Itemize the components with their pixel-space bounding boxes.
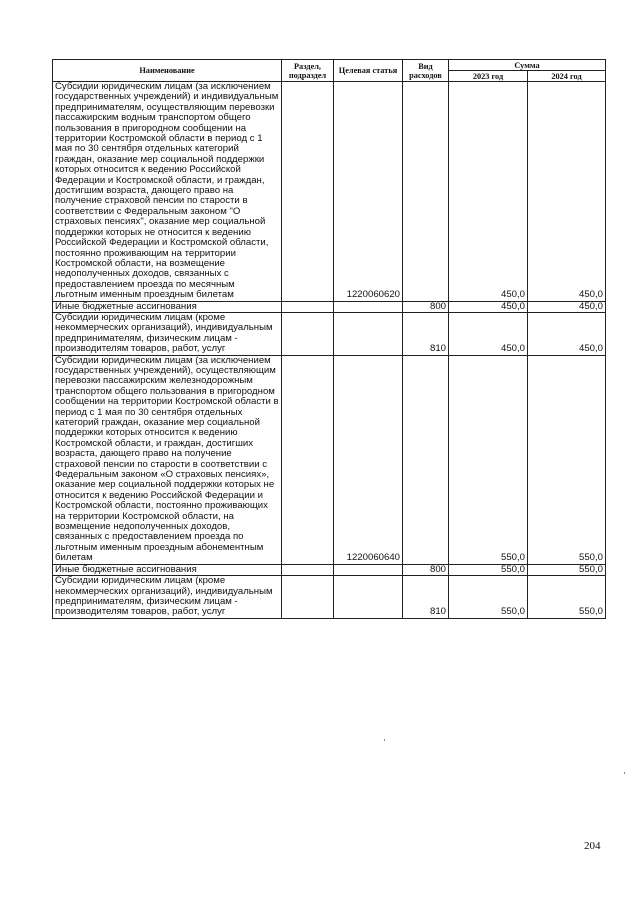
page-number: 204 — [584, 840, 601, 852]
row-2023: 450,0 — [449, 312, 528, 355]
table-row — [53, 301, 606, 312]
row-type: 810 — [403, 576, 449, 619]
row-name: Субсидии юридическим лицам (кроме некоммерческих организаций), индивидуальным предпринимателям, физическим лицам - производителям товаров, работ, услуг — [53, 576, 282, 619]
row-type: 800 — [403, 301, 449, 312]
row-section — [282, 355, 334, 564]
scan-speck — [624, 772, 625, 774]
row-section — [282, 576, 334, 619]
row-2024: 450,0 — [528, 301, 606, 312]
row-section — [282, 301, 334, 312]
row-type: 810 — [403, 312, 449, 355]
scan-speck — [384, 739, 385, 741]
header-type: Вид расходов — [403, 60, 449, 82]
row-target — [334, 301, 403, 312]
row-2024: 450,0 — [528, 312, 606, 355]
row-section — [282, 564, 334, 575]
row-2024: 550,0 — [528, 576, 606, 619]
header-name: Наименование — [53, 60, 282, 82]
budget-table — [52, 59, 606, 619]
row-name: Иные бюджетные ассигнования — [53, 564, 282, 575]
table-row — [53, 312, 606, 355]
row-name: Субсидии юридическим лицам (за исключением государственных учреждений), осуществляющим перевозки пассажирским железнодорожным транспортом общего пользования в пригородном сообщении на территории Костромской области в период с 1 мая по 30 сентября отдельных категорий граждан, оказание мер социальной поддержки которых относится к ведению Костромской области, и граждан, достигших возраста, дающего право на получение страховой пенсии по старости в соответствии с Федеральным законом «О страховых пенсиях», оказание мер социальной поддержки которых не относится к ведению Российской Федерации и Костромской области, постоянно проживающих на территории Костромской области, на возмещение недополученных доходов, связанных с предоставлением проезда по льготным именным проездным абонементным билетам — [53, 355, 282, 564]
row-type — [403, 82, 449, 302]
row-2023: 450,0 — [449, 301, 528, 312]
row-2024: 550,0 — [528, 564, 606, 575]
row-name: Субсидии юридическим лицам (за исключением государственных учреждений) и индивидуальным предпринимателям, осуществляющим перевозки пассажирским водным транспортом общего пользования в пригородном сообщении на территории Костромской области в период с 1 мая по 30 сентября отдельных категорий граждан, оказание мер социальной поддержки которых относится к ведению Российской Федерации и Костромской области, и граждан, достигшим возраста, дающего право на получение страховой пенсии по старости в соответствии с Федеральным законом "О страховых пенсиях", оказание мер социальной поддержки которых не относится к ведению Российской Федерации и Костромской области, постоянно проживающим на территории Костромской области, на возмещение недополученных доходов, связанных с предоставлением проезда по месячным льготным именным проездным билетам — [53, 82, 282, 302]
table-row — [53, 564, 606, 575]
row-section — [282, 312, 334, 355]
row-2023: 550,0 — [449, 355, 528, 564]
header-section: Раздел, подраздел — [282, 60, 334, 82]
row-name: Субсидии юридическим лицам (кроме некоммерческих организаций), индивидуальным предпринимателям, физическим лицам - производителям товаров, работ, услуг — [53, 312, 282, 355]
row-target — [334, 312, 403, 355]
row-2024: 550,0 — [528, 355, 606, 564]
row-type: 800 — [403, 564, 449, 575]
row-section — [282, 82, 334, 302]
header-2024: 2024 год — [528, 71, 606, 82]
table-row — [53, 576, 606, 619]
row-2023: 550,0 — [449, 576, 528, 619]
table-row — [53, 82, 606, 302]
row-target: 1220060620 — [334, 82, 403, 302]
row-type — [403, 355, 449, 564]
row-2023: 450,0 — [449, 82, 528, 302]
row-2023: 550,0 — [449, 564, 528, 575]
header-2023: 2023 год — [449, 71, 528, 82]
row-name: Иные бюджетные ассигнования — [53, 301, 282, 312]
row-2024: 450,0 — [528, 82, 606, 302]
header-target: Целевая статья — [334, 60, 403, 82]
table-row — [53, 355, 606, 564]
header-sum: Сумма — [449, 60, 606, 71]
row-target — [334, 564, 403, 575]
row-target: 1220060640 — [334, 355, 403, 564]
row-target — [334, 576, 403, 619]
